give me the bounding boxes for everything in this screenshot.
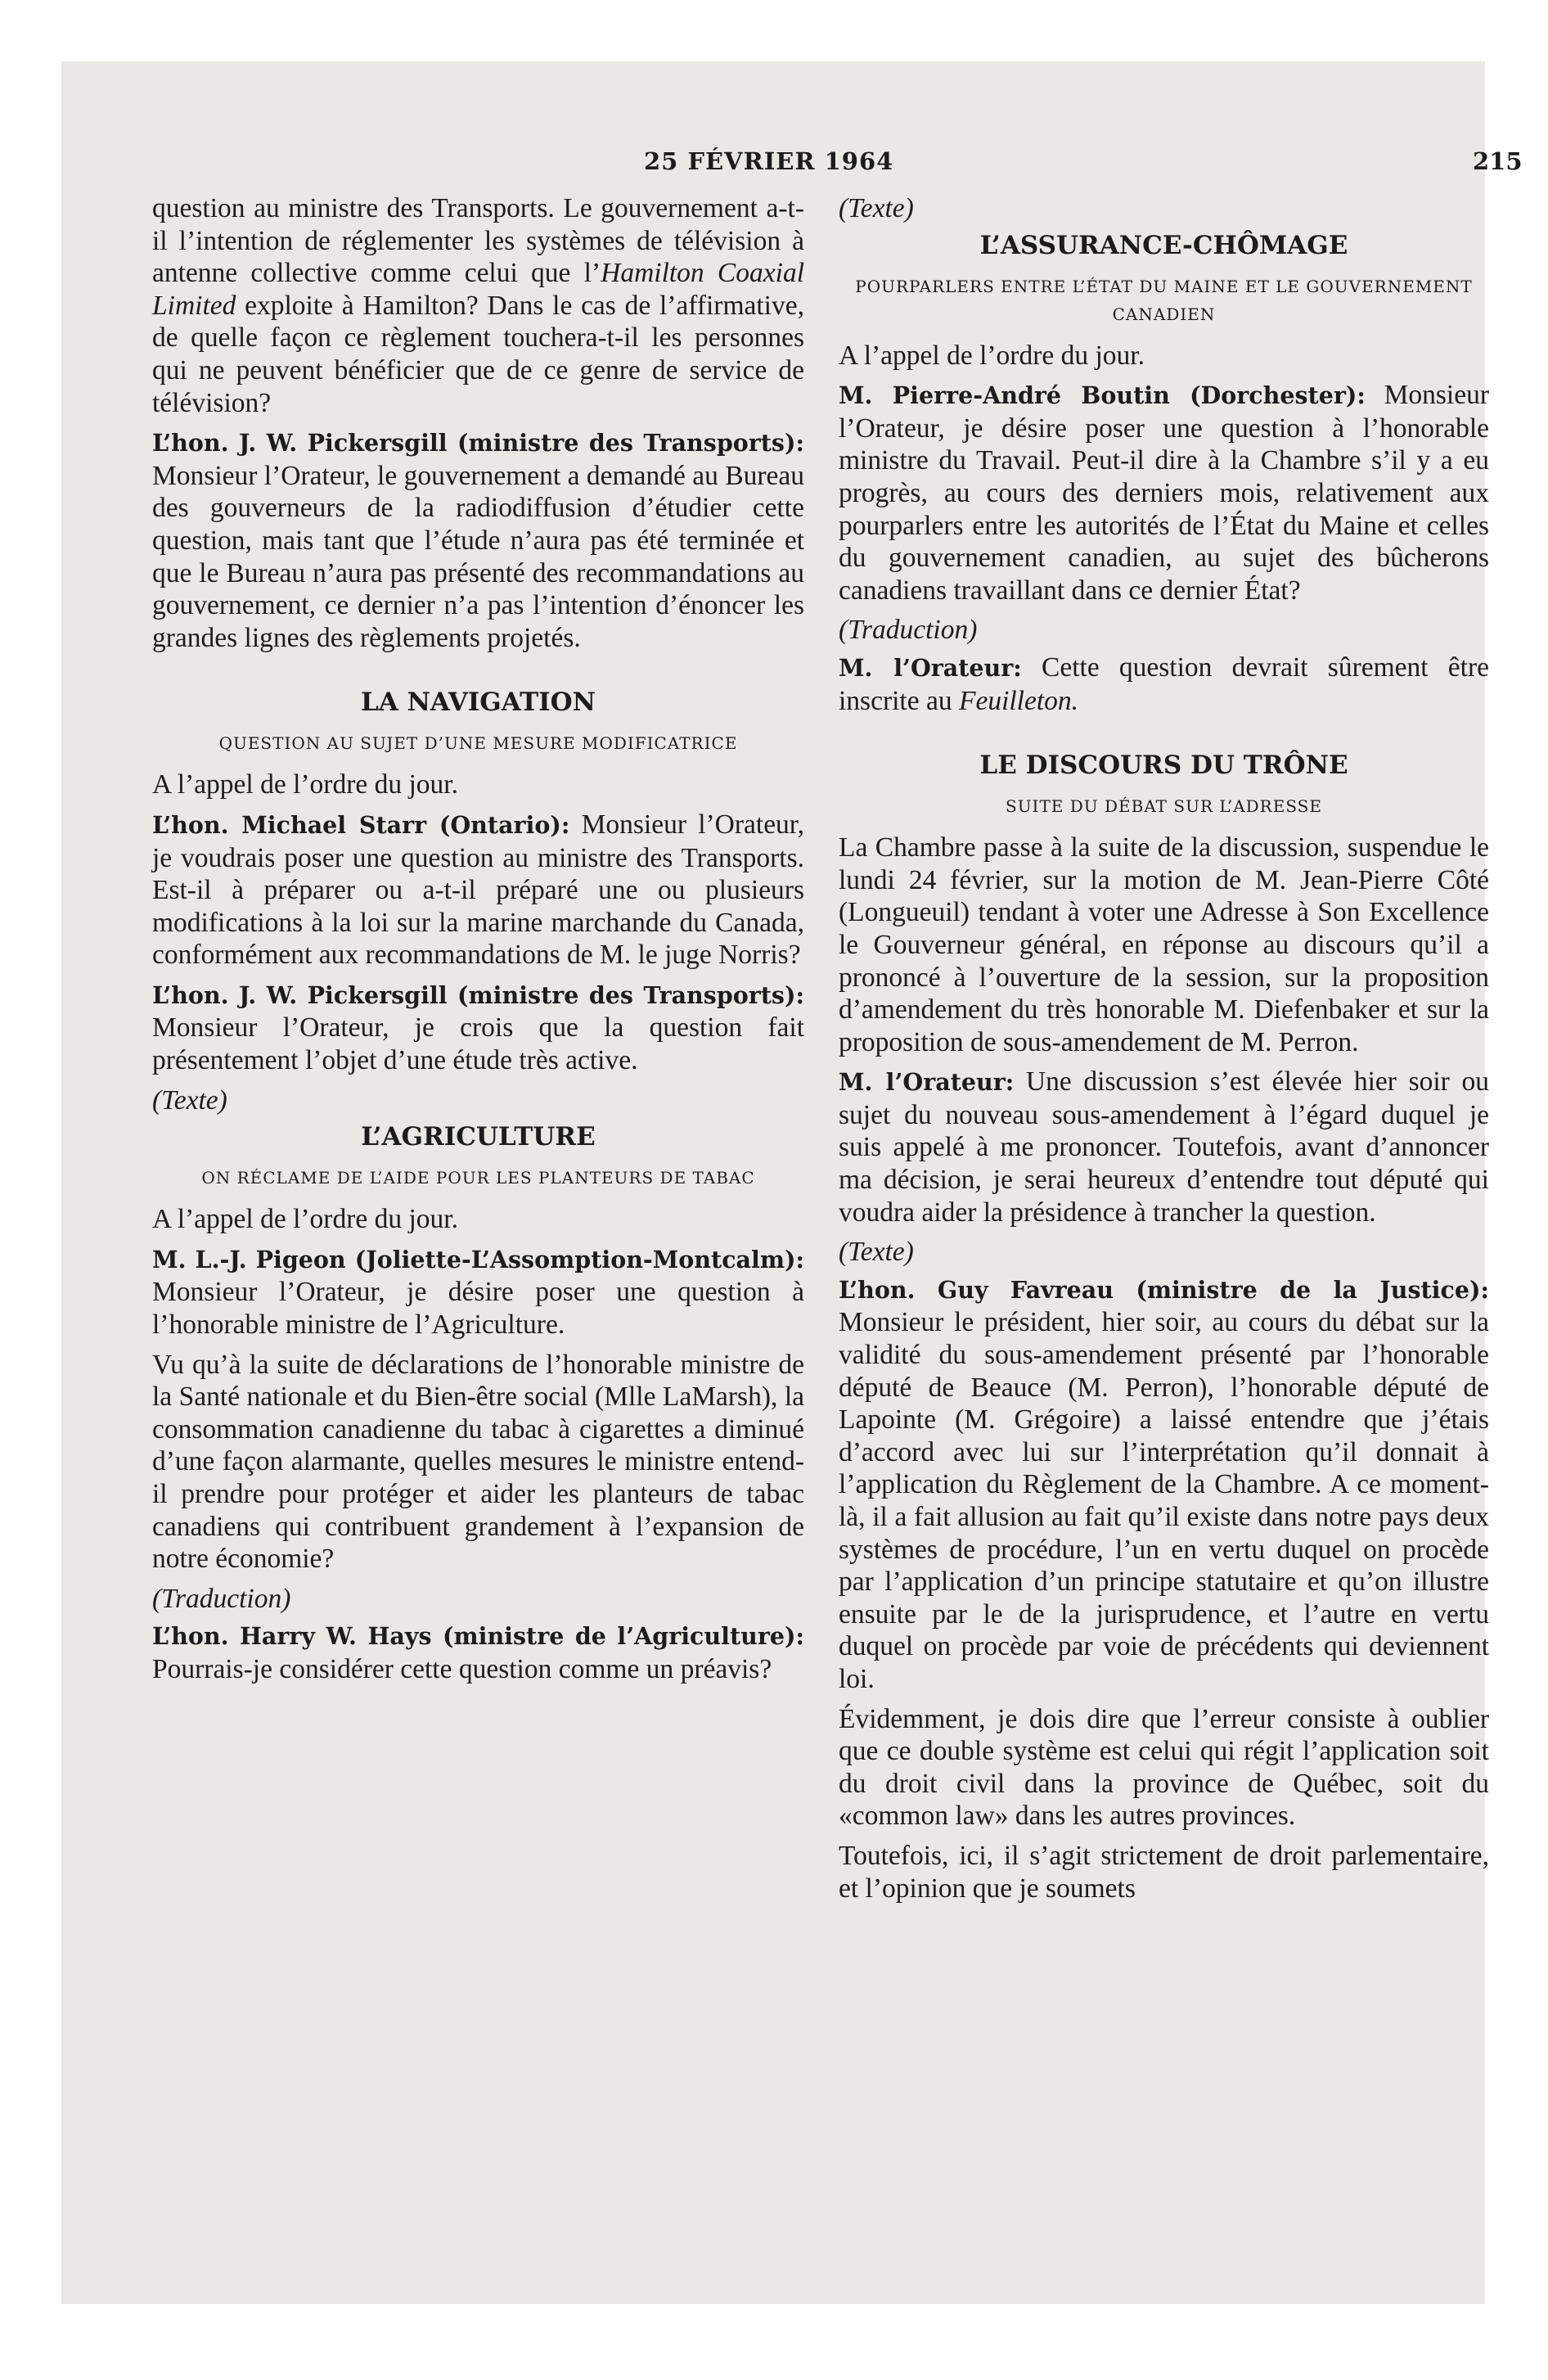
speaker-name: L’hon. Guy Favreau (ministre de la Justice): [839, 1275, 1489, 1304]
paragraph [152, 1620, 804, 1685]
italic-text: Feuilleton. [958, 685, 1079, 716]
speaker-name: L’hon. Harry W. Hays (ministre de l’Agriculture): [152, 1622, 804, 1651]
text: Monsieur l’Orateur, je crois que la question fait présentement l’objet d’une étude très active. [152, 1012, 804, 1076]
paragraph: La Chambre passe à la suite de la discussion, suspendue le lundi 24 février, sur la motion de M. Jean-Pierre Côté (Longueuil) tendant à voter une Adresse à Son Excellence le Gouverneur général, en réponse au discours qu’il a prononcé à l’ouverture de la session, sur la proposition d’amendement du très honorable M. Diefenbaker et sur la proposition de sous-amendement de M. Perron. [839, 832, 1489, 1057]
paragraph: Vu qu’à la suite de déclarations de l’honorable ministre de la Santé nationale et du Bien-être social (Mlle LaMarsh), la consommation canadienne du tabac à cigarettes a diminué d’une façon alarmante, quelles mesures le ministre entend-il prendre pour protéger et aider les planteurs de tabac canadiens qui contribuent grandement à l’expansion de notre économie? [152, 1349, 804, 1575]
paragraph [152, 809, 804, 971]
section-subheading: SUITE DU DÉBAT SUR L’ADRESSE [1006, 796, 1322, 817]
text: Cette question devrait sûrement être inscrite au [839, 651, 1489, 716]
page-header-date: 25 FÉVRIER 1964 [644, 147, 894, 175]
right-column [839, 192, 1489, 1912]
paragraph [152, 426, 804, 654]
speaker-name: L’hon. J. W. Pickersgill (ministre des Transports): [152, 980, 804, 1009]
paragraph: A l’appel de l’ordre du jour. [839, 340, 1145, 371]
speaker-name: M. l’Orateur: [839, 653, 1022, 682]
speaker-name: L’hon. Michael Starr (Ontario): [152, 810, 570, 839]
paragraph: A l’appel de l’ordre du jour. [152, 769, 458, 800]
language-label: (Traduction) [839, 615, 978, 646]
paragraph: Évidemment, je dois dire que l’erreur consiste à oublier que ce double système est celui qui régit l’application soit du droit civil dans la province de Québec, soit du «common law» dans les autres provinces. [839, 1703, 1489, 1832]
text: Monsieur l’Orateur, je désire poser une question à l’honorable ministre de l’Agriculture. [152, 1277, 804, 1341]
text: Monsieur l’Orateur, je désire poser une question à l’honorable ministre du Travail. Peut-il dire à la Chambre s’il y a eu progrès, au cours des derniers mois, relativement aux pourparlers entre les autorités de l’État du Maine et celles du gouvernement canadien, au sujet des bûcherons canadiens travaillant dans ce dernier État? [839, 380, 1489, 606]
section-heading: LA NAVIGATION [360, 687, 596, 718]
paragraph: A l’appel de l’ordre du jour. [152, 1204, 458, 1235]
text: exploite à Hamilton? Dans le cas de l’affirmative, de quelle façon ce règlement touchera-t-il les personnes qui ne peuvent bénéficier que de ce genre de service de télévision? [152, 290, 804, 418]
paragraph [152, 192, 804, 419]
section-heading: L’AGRICULTURE [361, 1122, 596, 1152]
section-subheading: QUESTION AU SUJET D’UNE MESURE MODIFICATRICE [218, 733, 738, 754]
paragraph [152, 1243, 804, 1341]
scanned-page [61, 61, 1523, 2304]
text: Monsieur l’Orateur, je voudrais poser une question au ministre des Transports. Est-il à préparer ou a-t-il préparé une ou plusieurs modifications à la loi sur la marine marchande du Canada, conformément aux recommandations de M. le juge Norris? [152, 809, 804, 971]
speaker-name: M. L.-J. Pigeon (Joliette-L’Assomption-Montcalm): [152, 1245, 804, 1273]
paragraph: Toutefois, ici, il s’agit strictement de droit parlementaire, et l’opinion que je soumets [839, 1840, 1489, 1904]
page-number: 215 [1473, 147, 1523, 175]
language-label: (Texte) [152, 1084, 227, 1116]
left-column [152, 192, 804, 1693]
paragraph [152, 979, 804, 1077]
section-heading: LE DISCOURS DU TRÔNE [979, 751, 1348, 781]
text: Une discussion s’est élevée hier soir ou sujet du nouveau sous-amendement à l’égard duquel je suis appelé à me prononcer. Toutefois, avant d’annoncer ma décision, je serai heureux d’entendre tout député qui voudra aider la présidence à trancher la question. [839, 1066, 1489, 1228]
language-label: (Texte) [839, 1237, 914, 1268]
paragraph [839, 1273, 1489, 1696]
section-heading: L’ASSURANCE-CHÔMAGE [979, 230, 1348, 260]
paragraph [839, 1066, 1489, 1228]
speaker-name: M. l’Orateur: [839, 1068, 1015, 1097]
text: question au ministre des Transports. Le gouvernement a-t-il l’intention de réglementer les systèmes de télévision à antenne collective comme celui que l’ [152, 193, 804, 289]
language-label: (Texte) [839, 193, 914, 223]
italic-text: Hamilton Coaxial Limited [152, 258, 805, 321]
language-label: (Traduction) [152, 1583, 291, 1614]
text: Monsieur l’Orateur, le gouvernement a demandé au Bureau des gouverneurs de la radiodiffusion d’étudier cette question, mais tant que l’étude n’aura pas été terminée et que le Bureau n’aura pas présenté des recommandations au gouvernement, ce dernier n’a pas l’intention d’énoncer les grandes lignes des règlements projetés. [152, 460, 804, 653]
section-subheading: ON RÉCLAME DE L’AIDE POUR LES PLANTEURS DE TABAC [201, 1168, 755, 1188]
paragraph [839, 379, 1489, 606]
speaker-name: L’hon. J. W. Pickersgill (ministre des Transports): [152, 429, 804, 458]
section-subheading: POURPARLERS ENTRE L’ÉTAT DU MAINE ET LE GOUVERNEMENT CANADIEN [855, 276, 1473, 324]
speaker-name: M. Pierre-André Boutin (Dorchester): [839, 381, 1366, 410]
paragraph [839, 651, 1489, 717]
text: Pourrais-je considérer cette question comme un préavis? [152, 1653, 772, 1684]
text: Monsieur le président, hier soir, au cours du débat sur la validité du sous-amendement présenté par l’honorable député de Beauce (M. Perron), l’honorable député de Lapointe (M. Grégoire) a laissé entendre que j’étais d’accord avec lui sur l’interprétation qu’il donnait à l’application du Règlement de la Chambre. A ce moment-là, il a fait allusion au fait qu’il existe dans notre pays deux systèmes de procédure, l’un en vertu duquel on procède par l’application d’un principe statutaire et qu’on illustre ensuite par le de la jurisprudence, et l’autre en vertu duquel on procède par voie de précédents qui deviennent loi. [839, 1307, 1489, 1694]
